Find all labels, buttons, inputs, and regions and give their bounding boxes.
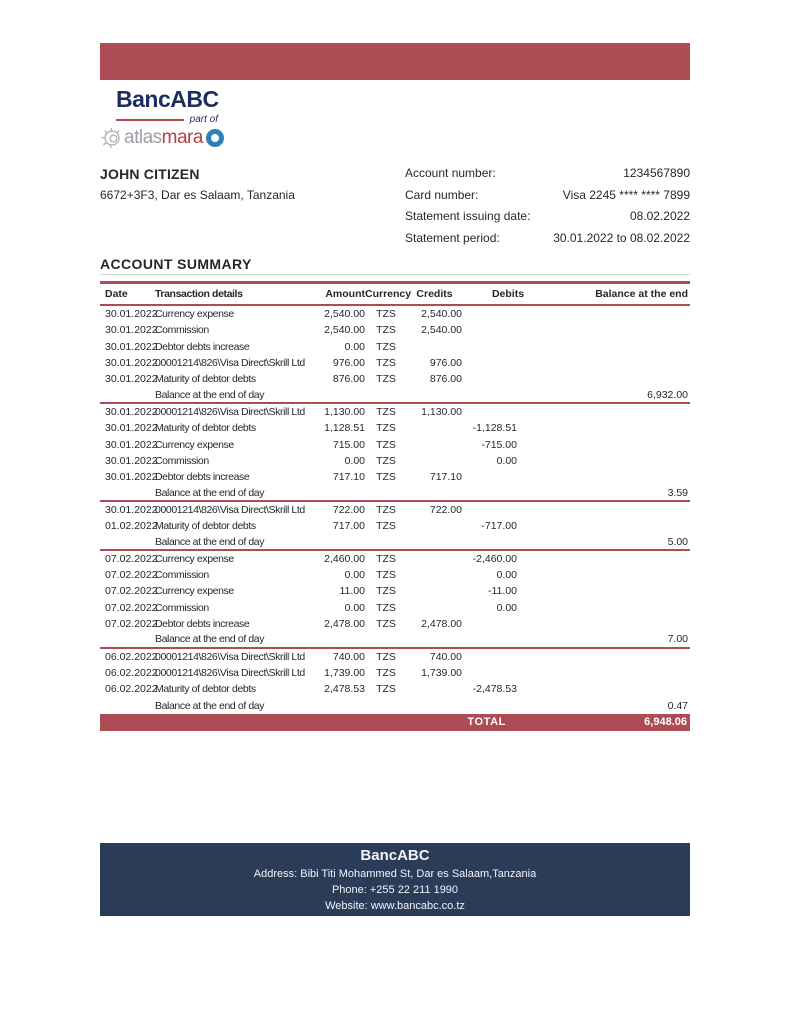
account-info-block [405, 166, 690, 252]
transaction-row-amount: 0.00 [344, 454, 365, 467]
account-number-label: Account number: [405, 166, 496, 180]
transaction-row [100, 469, 690, 485]
transaction-row-amount: 2,540.00 [324, 324, 365, 337]
balance-row-details: Balance at the end of day [155, 535, 265, 548]
transaction-row-details: Maturity of debtor debts [155, 373, 256, 386]
transaction-row [100, 371, 690, 387]
balance-row-balance: 6,932.00 [647, 388, 688, 401]
transaction-row-amount: 2,460.00 [324, 552, 365, 565]
account-summary-title: ACCOUNT SUMMARY [100, 256, 252, 272]
transaction-row-credits: 740.00 [429, 650, 462, 663]
transaction-row-debits: -11.00 [488, 585, 517, 598]
balance-row-balance: 7.00 [667, 633, 688, 646]
balance-row-details: Balance at the end of day [155, 486, 265, 499]
transaction-row-date: 30.01.2022 [105, 454, 158, 467]
transaction-row-date: 30.01.2022 [105, 406, 158, 419]
transaction-row [100, 322, 690, 338]
column-header-details: Transaction details [155, 288, 243, 300]
transaction-row-details: Currency expense [155, 308, 234, 321]
transaction-row-amount: 715.00 [332, 438, 365, 451]
issuing-date-value: 08.02.2022 [629, 209, 690, 223]
transaction-row-date: 30.01.2022 [105, 438, 158, 451]
footer-contact-block [100, 843, 690, 916]
column-header-amount: Amount [325, 288, 365, 300]
transaction-row-currency: TZS [376, 308, 396, 321]
account-number-value: 1234567890 [623, 166, 690, 180]
balance-row-details: Balance at the end of day [155, 633, 265, 646]
account-info-row [405, 231, 690, 253]
transaction-row-details: Currency expense [155, 552, 234, 565]
transaction-row-date: 06.02.2022 [105, 667, 158, 680]
balance-row-balance: 3.59 [667, 486, 688, 499]
atlasmara-text-gray: atlas [124, 127, 162, 148]
transaction-row-date: 30.01.2022 [105, 357, 158, 370]
transaction-row-debits: -715.00 [481, 438, 517, 451]
transaction-row-date: 07.02.2022 [105, 569, 158, 582]
transaction-row-currency: TZS [376, 471, 396, 484]
transaction-row-details: Maturity of debtor debts [155, 520, 256, 533]
balance-row [100, 388, 690, 404]
transaction-row [100, 355, 690, 371]
transaction-row [100, 420, 690, 436]
transaction-row-debits: -2,478.53 [472, 683, 517, 696]
transaction-row-credits: 722.00 [429, 503, 462, 516]
transaction-row-details: Commission [155, 601, 209, 614]
transaction-row-amount: 976.00 [332, 357, 365, 370]
column-header-currency: Currency [365, 288, 412, 300]
transaction-row-currency: TZS [376, 569, 396, 582]
transaction-row-date: 30.01.2022 [105, 422, 158, 435]
logo-underline [116, 119, 184, 121]
statement-period-label: Statement period: [405, 230, 500, 245]
transaction-row [100, 518, 690, 534]
bank-logo [100, 86, 250, 149]
transaction-row-details: Maturity of debtor debts [155, 422, 256, 435]
atlasmara-ring-icon [206, 129, 224, 147]
transaction-row-amount: 740.00 [332, 650, 365, 663]
balance-row [100, 632, 690, 648]
transaction-row-debits: 0.00 [496, 601, 517, 614]
transaction-row-amount: 722.00 [332, 503, 365, 516]
transaction-row-currency: TZS [376, 503, 396, 516]
transaction-row-date: 01.02.2022 [105, 520, 158, 533]
footer-website: Website: www.bancabc.co.tz [325, 900, 465, 912]
transaction-row [100, 681, 690, 697]
balance-row [100, 485, 690, 501]
transaction-row-debits: -1,128.51 [472, 422, 517, 435]
transaction-row-date: 07.02.2022 [105, 618, 158, 631]
transaction-row-details: 00001214\826\Visa Direct\Skrill Ltd [155, 503, 305, 516]
header-accent-bar [100, 43, 690, 80]
transaction-row [100, 600, 690, 616]
transaction-row-currency: TZS [376, 324, 396, 337]
transaction-row-details: Debtor debts increase [155, 340, 250, 353]
column-header-date: Date [105, 288, 128, 300]
transaction-row-details: Maturity of debtor debts [155, 683, 256, 696]
total-row [100, 714, 690, 731]
transaction-row-currency: TZS [376, 357, 396, 370]
column-header-credits: Credits [416, 288, 453, 300]
transaction-row-details: 00001214\826\Visa Direct\Skrill Ltd [155, 650, 305, 663]
card-number-label: Card number: [405, 187, 479, 202]
issuing-date-label: Statement issuing date: [405, 209, 531, 223]
bank-logo-text: BancABC [116, 86, 219, 112]
transaction-row-currency: TZS [376, 650, 396, 663]
column-header-balance: Balance at the end [595, 288, 688, 300]
atlasmara-logo [100, 127, 250, 149]
transaction-row-details: Debtor debts increase [155, 471, 250, 484]
transaction-row [100, 453, 690, 469]
transaction-row-currency: TZS [376, 552, 396, 565]
transaction-row-date: 07.02.2022 [105, 552, 158, 565]
transaction-row-date: 30.01.2022 [105, 503, 158, 516]
transaction-row-currency: TZS [376, 618, 396, 631]
column-header-debits: Debits [491, 288, 525, 300]
transaction-row-amount: 11.00 [339, 585, 365, 598]
transaction-row-amount: 1,130.00 [324, 406, 365, 419]
transaction-row-currency: TZS [376, 601, 396, 614]
balance-row-details: Balance at the end of day [155, 388, 265, 401]
transaction-row-details: Commission [155, 454, 209, 467]
transaction-row-details: Currency expense [155, 585, 234, 598]
account-info-row [405, 188, 690, 210]
atlasmara-lion-icon [100, 127, 124, 149]
transaction-row-currency: TZS [376, 585, 396, 598]
transaction-row-amount: 2,540.00 [324, 308, 365, 321]
transaction-row-details: 00001214\826\Visa Direct\Skrill Ltd [155, 667, 305, 680]
transaction-row-details: Commission [155, 569, 209, 582]
card-number-value: Visa 2245 **** **** 7899 [562, 187, 690, 202]
transaction-row-date: 30.01.2022 [105, 308, 158, 321]
transaction-row-date: 07.02.2022 [105, 601, 158, 614]
transaction-row [100, 616, 690, 632]
transaction-row-credits: 717.10 [429, 471, 462, 484]
transaction-row [100, 551, 690, 567]
transaction-row [100, 649, 690, 665]
transaction-row-amount: 0.00 [344, 340, 365, 353]
transaction-row-currency: TZS [376, 373, 396, 386]
transaction-row-currency: TZS [376, 683, 396, 696]
transaction-row-amount: 717.00 [332, 520, 365, 533]
transaction-row-date: 30.01.2022 [105, 324, 158, 337]
transaction-row-credits: 1,130.00 [421, 406, 462, 419]
account-info-row [405, 166, 690, 188]
transaction-row-credits: 2,478.00 [421, 618, 462, 631]
transaction-row-credits: 1,739.00 [421, 667, 462, 680]
transaction-row-date: 06.02.2022 [105, 650, 158, 663]
transaction-row-details: Debtor debts increase [155, 618, 250, 631]
account-info-row [405, 209, 690, 231]
footer-address: Address: Bibi Titi Mohammed St, Dar es Salaam,Tanzania [253, 868, 537, 880]
transaction-row-currency: TZS [376, 438, 396, 451]
transaction-row-amount: 1,128.51 [324, 422, 365, 435]
customer-name: JOHN CITIZEN [100, 166, 200, 182]
transaction-row-details: Currency expense [155, 438, 234, 451]
transaction-row [100, 502, 690, 518]
transaction-row [100, 306, 690, 322]
balance-row-balance: 5.00 [667, 535, 688, 548]
balance-row [100, 698, 690, 714]
balance-row-balance: 0.47 [667, 699, 688, 712]
transaction-row-currency: TZS [376, 454, 396, 467]
transaction-row-debits: -2,460.00 [472, 552, 517, 565]
transaction-row-details: Commission [155, 324, 209, 337]
total-value: 6,948.06 [644, 716, 687, 729]
atlasmara-text-red: mara [161, 127, 203, 148]
transaction-row-credits: 976.00 [429, 357, 462, 370]
footer-bank-name: BancABC [360, 847, 430, 864]
transaction-row-date: 30.01.2022 [105, 340, 158, 353]
transaction-row-debits: -717.00 [481, 520, 517, 533]
transaction-row-currency: TZS [376, 422, 396, 435]
transaction-row-amount: 2,478.00 [324, 618, 365, 631]
balance-row-details: Balance at the end of day [155, 699, 265, 712]
statement-period-value: 30.01.2022 to 08.02.2022 [553, 230, 690, 245]
transaction-row [100, 665, 690, 681]
transaction-row [100, 583, 690, 599]
transaction-row-debits: 0.00 [496, 454, 517, 467]
transaction-row [100, 567, 690, 583]
transaction-row [100, 339, 690, 355]
transaction-row-date: 30.01.2022 [105, 373, 158, 386]
transaction-row-credits: 876.00 [429, 373, 462, 386]
transaction-row-details: 00001214\826\Visa Direct\Skrill Ltd [155, 406, 305, 419]
transaction-rows [100, 306, 690, 714]
balance-row [100, 534, 690, 550]
transaction-row-credits: 2,540.00 [421, 324, 462, 337]
transaction-row [100, 437, 690, 453]
transactions-table [100, 274, 690, 731]
transaction-row-currency: TZS [376, 520, 396, 533]
transaction-row-debits: 0.00 [496, 569, 517, 582]
transaction-row-amount: 0.00 [344, 569, 365, 582]
transaction-row-amount: 876.00 [332, 373, 365, 386]
transaction-row-amount: 1,739.00 [324, 667, 365, 680]
total-label: TOTAL [467, 716, 506, 729]
transaction-row-details: 00001214\826\Visa Direct\Skrill Ltd [155, 357, 305, 370]
customer-address: 6672+3F3, Dar es Salaam, Tanzania [100, 188, 295, 202]
customer-block [100, 166, 390, 202]
transaction-row-currency: TZS [376, 406, 396, 419]
transaction-row-currency: TZS [376, 340, 396, 353]
transaction-row-currency: TZS [376, 667, 396, 680]
transaction-row-amount: 0.00 [344, 601, 365, 614]
transaction-row-amount: 717.10 [332, 471, 365, 484]
transaction-row-date: 07.02.2022 [105, 585, 158, 598]
table-header-row [100, 281, 690, 306]
transaction-row-date: 30.01.2022 [105, 471, 158, 484]
transaction-row-credits: 2,540.00 [421, 308, 462, 321]
logo-tagline: part of [189, 114, 218, 125]
transaction-row-date: 06.02.2022 [105, 683, 158, 696]
footer-phone: Phone: +255 22 211 1990 [331, 884, 459, 896]
transaction-row-amount: 2,478.53 [324, 683, 365, 696]
logo-tagline-row [100, 114, 218, 125]
transaction-row [100, 404, 690, 420]
